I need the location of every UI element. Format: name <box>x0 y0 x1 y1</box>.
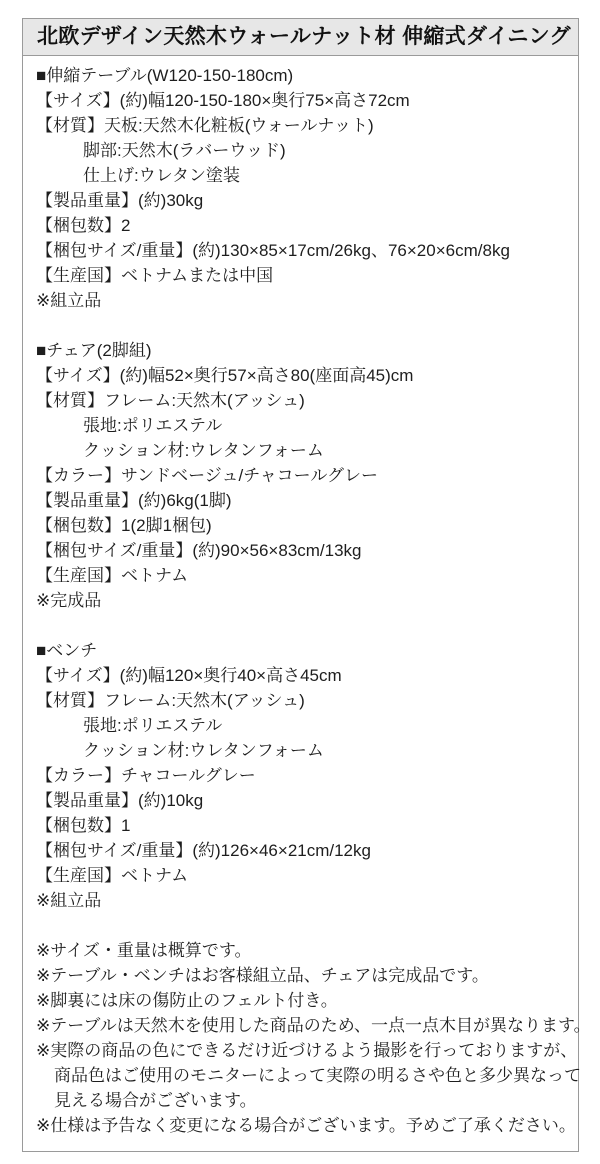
notes-block <box>36 938 591 1138</box>
spec-line-assembly: ※組立品 <box>36 891 102 910</box>
note-line: ※テーブル・ベンチはお客様組立品、チェアは完成品です。 <box>36 966 489 985</box>
section-bench <box>36 638 568 913</box>
spec-line-material-legs: 脚部:天然木(ラバーウッド) <box>83 141 286 160</box>
spec-line-assembly: ※組立品 <box>36 291 102 310</box>
spec-line-material: 【材質】天板:天然木化粧板(ウォールナット) <box>36 116 374 135</box>
spec-line-material-cushion: クッション材:ウレタンフォーム <box>83 441 324 460</box>
spec-line-package-count: 【梱包数】2 <box>36 216 131 235</box>
spec-line-weight: 【製品重量】(約)10kg <box>36 791 204 810</box>
spec-line-material-fabric: 張地:ポリエステル <box>83 716 223 735</box>
note-line: ※テーブルは天然木を使用した商品のため、一点一点木目が異なります。 <box>36 1016 591 1035</box>
note-line: ※脚裏には床の傷防止のフェルト付き。 <box>36 991 338 1010</box>
spec-line-package-count: 【梱包数】1(2脚1梱包) <box>36 516 212 535</box>
spec-line-package-size: 【梱包サイズ/重量】(約)126×46×21cm/12kg <box>36 841 371 860</box>
spec-line-origin: 【生産国】ベトナム <box>36 866 189 885</box>
section-chair <box>36 338 568 613</box>
spec-sheet-body <box>23 56 591 1151</box>
note-line-continuation: 見える場合がございます。 <box>54 1091 257 1110</box>
spec-line-assembly: ※完成品 <box>36 591 102 610</box>
section-heading: ■ベンチ <box>36 641 98 660</box>
spec-line-package-size: 【梱包サイズ/重量】(約)130×85×17cm/26kg、76×20×6cm/8kg <box>36 241 510 260</box>
spec-line-material-cushion: クッション材:ウレタンフォーム <box>83 741 324 760</box>
spec-line-size: 【サイズ】(約)幅120-150-180×奥行75×高さ72cm <box>36 91 410 110</box>
spec-line-material-fabric: 張地:ポリエステル <box>83 416 223 435</box>
spec-line-package-count: 【梱包数】1 <box>36 816 131 835</box>
section-heading: ■伸縮テーブル(W120-150-180cm) <box>36 66 294 85</box>
note-line: ※実際の商品の色にできるだけ近づけるよう撮影を行っておりますが、 <box>36 1041 578 1060</box>
note-line-continuation: 商品色はご使用のモニターによって実際の明るさや色と多少異なって <box>54 1066 581 1085</box>
spec-line-size: 【サイズ】(約)幅120×奥行40×高さ45cm <box>36 666 342 685</box>
product-spec-sheet <box>22 18 591 1152</box>
spec-line-material: 【材質】フレーム:天然木(アッシュ) <box>36 391 305 410</box>
spec-line-origin: 【生産国】ベトナム <box>36 566 189 585</box>
spec-sheet-title: 北欧デザイン天然木ウォールナット材 伸縮式ダイニング <box>23 19 578 56</box>
spec-line-package-size: 【梱包サイズ/重量】(約)90×56×83cm/13kg <box>36 541 362 560</box>
spec-line-weight: 【製品重量】(約)30kg <box>36 191 204 210</box>
spec-line-color: 【カラー】サンドベージュ/チャコールグレー <box>36 466 379 485</box>
spec-line-size: 【サイズ】(約)幅52×奥行57×高さ80(座面高45)cm <box>36 366 414 385</box>
spec-line-material-finish: 仕上げ:ウレタン塗装 <box>83 166 241 185</box>
spec-line-color: 【カラー】チャコールグレー <box>36 766 256 785</box>
spec-line-weight: 【製品重量】(約)6kg(1脚) <box>36 491 232 510</box>
section-heading: ■チェア(2脚組) <box>36 341 152 360</box>
spec-line-origin: 【生産国】ベトナムまたは中国 <box>36 266 274 285</box>
note-line: ※仕様は予告なく変更になる場合がございます。予めご了承ください。 <box>36 1116 576 1135</box>
note-line: ※サイズ・重量は概算です。 <box>36 941 252 960</box>
section-extension-table <box>36 63 568 313</box>
spec-line-material: 【材質】フレーム:天然木(アッシュ) <box>36 691 305 710</box>
